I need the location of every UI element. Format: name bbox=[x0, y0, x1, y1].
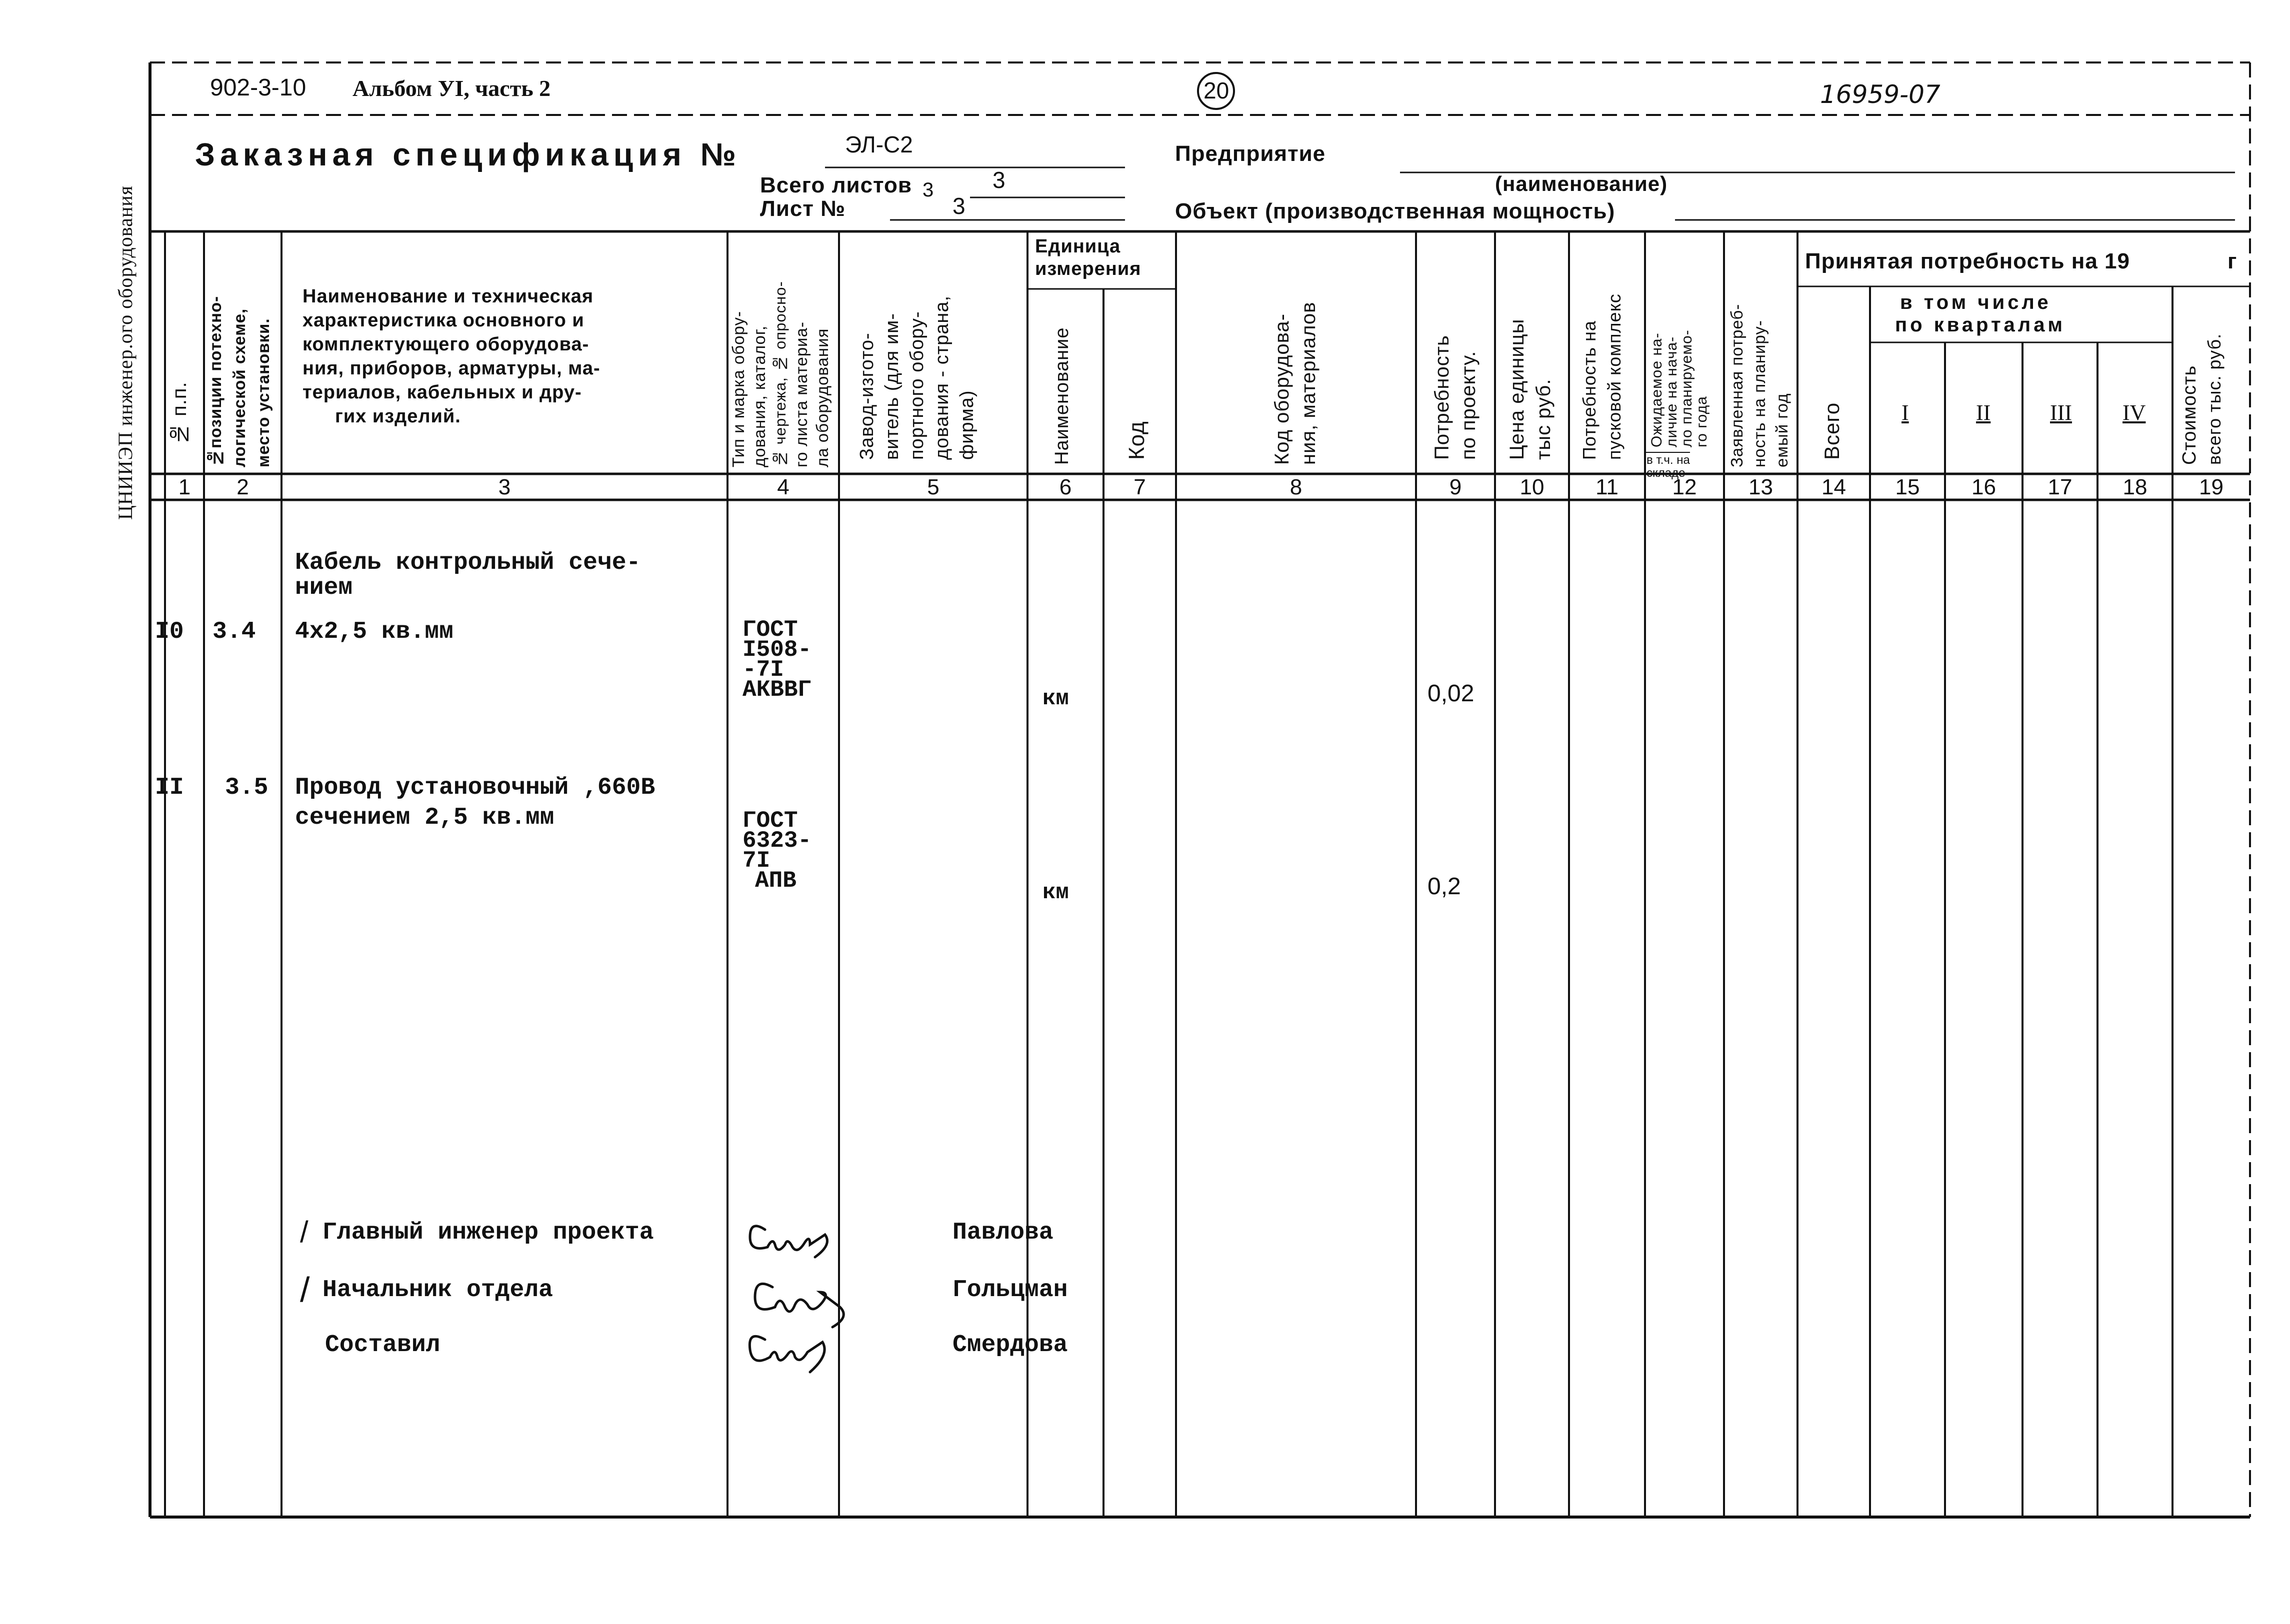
col-8-header-b: ния, материалов bbox=[1298, 301, 1320, 465]
col-5-header-d: дования - страна, bbox=[932, 295, 952, 460]
row-2-name-1: Провод установочный ,660В bbox=[295, 774, 656, 801]
col-8-header-a: Код оборудова- bbox=[1271, 313, 1293, 465]
col-number: 19 bbox=[2199, 475, 2224, 499]
quarter-1-header: I bbox=[1902, 400, 1909, 425]
col-4-header-b: дования, каталог, bbox=[750, 325, 768, 467]
col-3-header-a: Наименование и техническая bbox=[302, 286, 594, 307]
col-number: 10 bbox=[1520, 475, 1544, 499]
row-2-quantity: 0,2 bbox=[1428, 873, 1461, 900]
dept-head-label: Начальник отдела bbox=[322, 1277, 553, 1304]
row-1-type-4: АКВВГ bbox=[742, 677, 812, 703]
col-number: 13 bbox=[1748, 475, 1773, 499]
row-1-unit: км bbox=[1042, 686, 1069, 711]
col-5-header-a: Завод-изгото- bbox=[856, 332, 878, 460]
total-sheets: 3 bbox=[992, 167, 1006, 193]
sign-mark-1: / bbox=[300, 1215, 308, 1249]
side-label: ЦНИИЭП инженер.ого оборудования bbox=[114, 185, 136, 520]
col-number: 5 bbox=[927, 475, 940, 499]
col-number: 18 bbox=[2122, 475, 2148, 499]
enterprise-label: Предприятие bbox=[1175, 141, 1326, 166]
col-number: 16 bbox=[1972, 475, 1996, 499]
col-number: 15 bbox=[1895, 475, 1920, 499]
col-2-header-a: №позиции потехно- bbox=[206, 295, 224, 467]
col-3-header-e: териалов, кабельных и дру- bbox=[302, 382, 582, 403]
col-9-header-a: Потребность bbox=[1431, 335, 1453, 460]
col-6-header: Наименование bbox=[1052, 327, 1072, 465]
cable-title-line-2: нием bbox=[295, 574, 353, 601]
cable-title-line-1: Кабель контрольный сече- bbox=[295, 549, 641, 576]
total-sheets-small: 3 bbox=[922, 179, 934, 201]
unit-group-header-b: измерения bbox=[1035, 258, 1142, 279]
col-4-header-e: ла оборудования bbox=[813, 328, 832, 467]
col-3-header-b: характеристика основного и bbox=[302, 310, 584, 331]
chief-engineer-label: Главный инженер проекта bbox=[322, 1219, 654, 1246]
col-12-header-e: в т.ч. на складе bbox=[1646, 453, 1690, 480]
row-1-type-2: I508- bbox=[742, 637, 812, 663]
col-number: 1 bbox=[178, 475, 191, 499]
col-12-header-d: го года bbox=[1694, 396, 1710, 447]
col-5-header-e: фирма) bbox=[956, 390, 978, 460]
col-14-header: Всего bbox=[1820, 402, 1844, 460]
col-4-header-c: № чертежа, № опросно- bbox=[772, 281, 789, 467]
col-19-header-a: Стоимость bbox=[2179, 365, 2200, 465]
row-1-type-1: ГОСТ bbox=[742, 617, 798, 643]
row-1-position: 3.4 bbox=[212, 618, 256, 645]
page-number: 20 bbox=[1204, 77, 1230, 103]
col-number: 14 bbox=[1822, 475, 1846, 499]
object-label: Объект (производственная мощность) bbox=[1175, 199, 1616, 223]
col-4-header-d: го листа материа- bbox=[792, 321, 810, 467]
col-number: 12 bbox=[1672, 475, 1697, 499]
col-13-header-a: Заявленная потреб- bbox=[1728, 303, 1746, 467]
row-2-number: II bbox=[155, 774, 184, 801]
col-13-header-c: емый год bbox=[1772, 393, 1791, 467]
row-2-name-2: сечением 2,5 кв.мм bbox=[295, 804, 554, 831]
row-1-name: 4х2,5 кв.мм bbox=[295, 618, 454, 645]
row-2-type-4: АПВ bbox=[755, 868, 796, 894]
compiled-name: Смердова bbox=[952, 1332, 1068, 1359]
col-7-header: Код bbox=[1124, 421, 1149, 460]
col-number: 6 bbox=[1059, 475, 1072, 499]
quarters-header-b: по кварталам bbox=[1895, 314, 2066, 336]
col-3-header-c: комплектующего оборудова- bbox=[302, 334, 590, 355]
row-2-type-1: ГОСТ bbox=[742, 808, 798, 834]
col-5-header-b: витель (для им- bbox=[882, 313, 902, 460]
row-2-position: 3.5 bbox=[225, 774, 268, 801]
col-12-header-c: ло планируемо- bbox=[1678, 329, 1695, 447]
accepted-header-suffix: г bbox=[2228, 249, 2238, 273]
row-1-type-3: -7I bbox=[742, 657, 784, 683]
name-hint: (наименование) bbox=[1495, 172, 1668, 195]
col-number: 3 bbox=[498, 475, 511, 499]
unit-group-header-a: Единица bbox=[1035, 236, 1121, 257]
col-19-header-b: всего тыс. руб. bbox=[2204, 333, 2224, 465]
inventory-number: 16959-07 bbox=[1820, 80, 1940, 109]
col-12-header-a: Ожидаемое на- bbox=[1648, 332, 1665, 447]
col-9-header-b: по проекту. bbox=[1458, 350, 1480, 460]
quarter-2-header: II bbox=[1976, 400, 1991, 425]
col-number: 9 bbox=[1449, 475, 1462, 499]
col-number: 8 bbox=[1290, 475, 1302, 499]
row-1-number: I0 bbox=[155, 618, 184, 645]
col-4-header-a: Тип и марка обору- bbox=[729, 311, 748, 467]
col-11-header-a: Потребность на bbox=[1579, 320, 1600, 460]
row-2-type-3: 7I bbox=[742, 848, 770, 874]
spec-title: Заказная спецификация № bbox=[195, 136, 741, 172]
col-number: 17 bbox=[2048, 475, 2072, 499]
quarters-header-a: в том числе bbox=[1900, 291, 2052, 313]
col-number: 4 bbox=[777, 475, 790, 499]
col-number: 7 bbox=[1134, 475, 1146, 499]
col-2-header-b: логической схеме, bbox=[230, 308, 248, 467]
compiled-label: Составил bbox=[325, 1332, 440, 1359]
col-1-header: № п.п. bbox=[168, 381, 190, 445]
sign-mark-2: / bbox=[300, 1270, 310, 1309]
col-3-header-f: гих изделий. bbox=[335, 406, 461, 427]
col-10-header-b: тыс руб. bbox=[1532, 378, 1554, 460]
col-number: 11 bbox=[1596, 475, 1618, 499]
chief-engineer-name: Павлова bbox=[952, 1219, 1054, 1246]
sheet-label: Лист № bbox=[760, 196, 846, 221]
doc-code: 902-3-10 bbox=[210, 74, 306, 101]
album-label: Альбом УI, часть 2 bbox=[352, 75, 551, 101]
dept-head-name: Гольцман bbox=[952, 1277, 1068, 1304]
quarter-4-header: IV bbox=[2122, 400, 2146, 425]
col-10-header-a: Цена единицы bbox=[1506, 318, 1528, 460]
col-5-header-c: портного обору- bbox=[906, 311, 928, 460]
spec-number: ЭЛ-С2 bbox=[845, 131, 913, 157]
col-11-header-b: пусковой комплекс bbox=[1604, 293, 1624, 460]
quarter-3-header: III bbox=[2050, 400, 2072, 425]
col-12-header-b: личие на нача- bbox=[1664, 336, 1680, 447]
sheet-number: 3 bbox=[952, 193, 966, 219]
col-3-header-d: ния, приборов, арматуры, ма- bbox=[302, 358, 600, 379]
row-1-quantity: 0,02 bbox=[1428, 680, 1474, 707]
row-2-type-2: 6323- bbox=[742, 828, 812, 854]
row-2-unit: км bbox=[1042, 880, 1069, 905]
col-13-header-b: ность на планиру- bbox=[1750, 320, 1768, 467]
accepted-header: Принятая потребность на 19 bbox=[1805, 249, 2130, 273]
total-sheets-label: Всего листов bbox=[760, 173, 912, 197]
col-number: 2 bbox=[236, 475, 249, 499]
col-2-header-c: место установки. bbox=[254, 318, 272, 467]
